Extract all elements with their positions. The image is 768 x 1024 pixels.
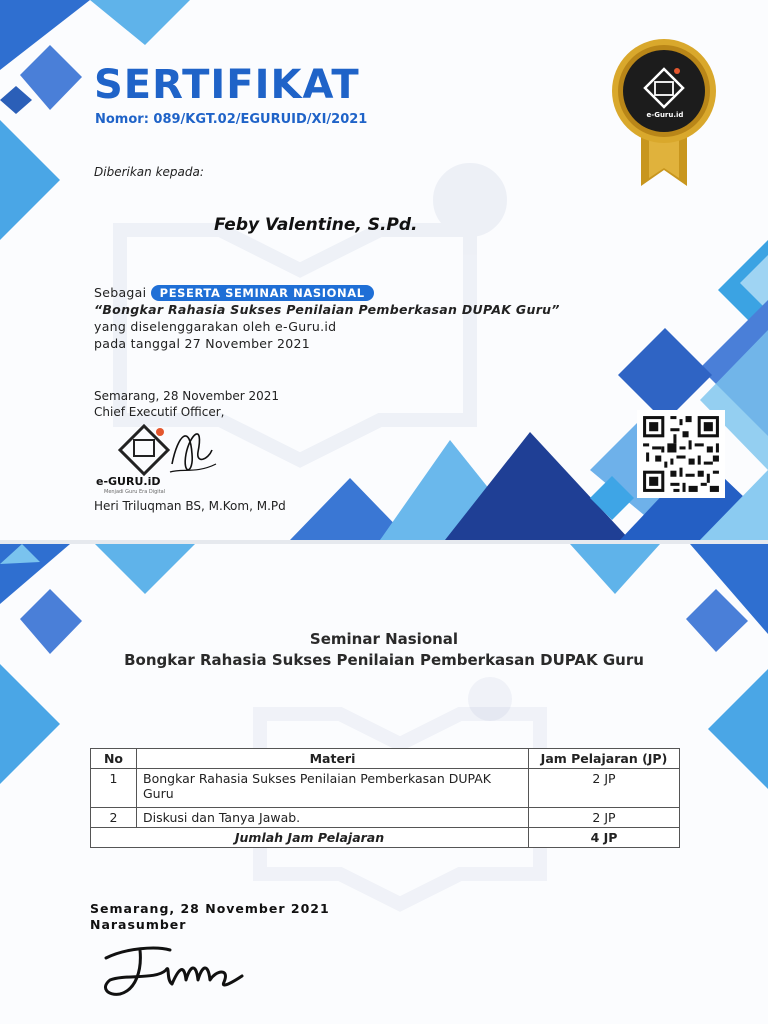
certificate-number: Nomor: 089/KGT.02/EGURUID/XI/2021 bbox=[95, 112, 368, 127]
materials-table bbox=[90, 748, 680, 848]
place-date: Semarang, 28 November 2021 bbox=[90, 901, 330, 916]
logo-wordmark: e-GURU.iD bbox=[96, 475, 161, 488]
signature-block bbox=[90, 901, 330, 933]
table-total-row bbox=[91, 828, 680, 848]
signer-role: Chief Executif Officer, bbox=[94, 405, 225, 419]
table-row bbox=[91, 769, 680, 808]
row-no: 1 bbox=[91, 769, 137, 808]
handwritten-signature-icon bbox=[96, 940, 256, 1004]
seminar-subheading: Bongkar Rahasia Sukses Penilaian Pemberkasan DUPAK Guru bbox=[124, 651, 644, 669]
col-header-no: No bbox=[91, 749, 137, 769]
place-date: Semarang, 28 November 2021 bbox=[94, 389, 280, 403]
row-materi: Diskusi dan Tanya Jawab. bbox=[137, 808, 529, 828]
total-label: Jumlah Jam Pelajaran bbox=[91, 828, 529, 848]
qr-code-icon bbox=[637, 410, 725, 498]
recipient-name: Feby Valentine, S.Pd. bbox=[214, 215, 418, 235]
certificate-body bbox=[94, 284, 560, 352]
given-to-label: Diberikan kepada: bbox=[94, 165, 204, 179]
table-header-row bbox=[91, 749, 680, 769]
row-jp: 2 JP bbox=[529, 808, 680, 828]
total-value: 4 JP bbox=[529, 828, 680, 848]
signer-name: Heri Triluqman BS, M.Kom, M.Pd bbox=[94, 499, 286, 513]
row-jp: 2 JP bbox=[529, 769, 680, 808]
seminar-heading: Seminar Nasional bbox=[309, 630, 459, 648]
row-no: 2 bbox=[91, 808, 137, 828]
logo-tagline: Menjadi Guru Era Digital bbox=[104, 489, 166, 495]
event-date-line: pada tanggal 27 November 2021 bbox=[94, 336, 311, 351]
organizer-line: yang diselenggarakan oleh e-Guru.id bbox=[94, 319, 337, 334]
certificate-title: SERTIFIKAT bbox=[94, 62, 360, 108]
signer-role: Narasumber bbox=[90, 917, 187, 932]
certificate-back bbox=[0, 544, 768, 1024]
table-row bbox=[91, 808, 680, 828]
role-badge: PESERTA SEMINAR NASIONAL bbox=[151, 285, 374, 301]
event-title: “Bongkar Rahasia Sukses Penilaian Pemberkasan DUPAK Guru” bbox=[94, 302, 560, 317]
row-materi: Bongkar Rahasia Sukses Penilaian Pemberkasan DUPAK Guru bbox=[137, 769, 529, 808]
col-header-materi: Materi bbox=[137, 749, 529, 769]
col-header-jp: Jam Pelajaran (JP) bbox=[529, 749, 680, 769]
seal-label: e-Guru.id bbox=[646, 111, 684, 119]
as-label: Sebagai bbox=[94, 285, 147, 300]
